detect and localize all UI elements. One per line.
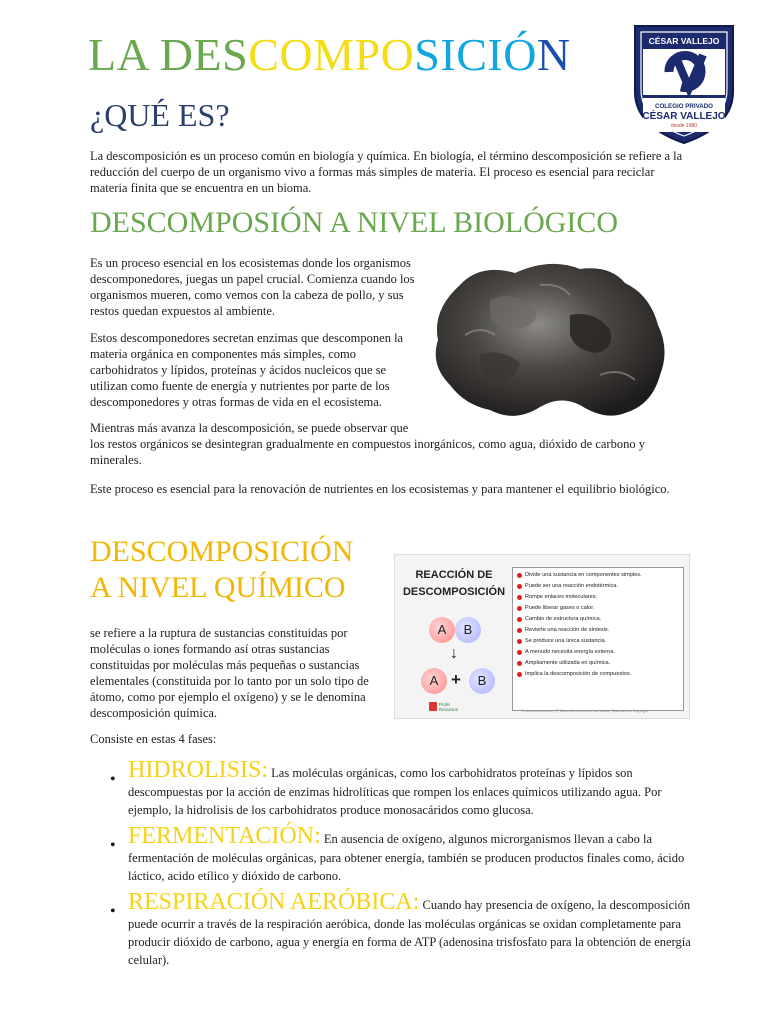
phase-item-fermentacion [128,823,703,885]
bio-paragraph-4: Este proceso es esencial para la renovación de nutrientes en los ecosistemas y para mantener el equilibrio biológico. [90,482,670,496]
plus-sign: + [451,670,461,689]
brand-line-1: Profe [439,702,450,707]
bio-paragraph-1: Es un proceso esencial en los ecosistemas donde los organismos descomponedores, juegas un papel crucial. Comienza cuando los organismos mueren, como vemos con la cabeza de pollo, y sus restos quedan expuestos al ambiente. [90,256,415,318]
diagram-title-line-1: REACCIÓN DE [415,569,493,581]
chem-heading [90,534,353,606]
bio-paragraph-3-line-1: Mientras más avanza la descomposición, se puede observar que [90,421,409,435]
properties-list [512,567,684,711]
molecule-a-top: A [429,617,455,643]
diagram-title [400,567,508,601]
molecule-b-bottom: B [469,668,495,694]
phase-term: HIDROLISIS: [128,757,269,783]
section-subtitle: ¿QUÉ ES? [90,97,230,133]
title-part-1: LA DES [88,29,249,80]
property-item: Puede ser una reacción endotérmica. [513,581,683,592]
decomposition-photo [420,255,674,425]
property-item: Rompe enlaces moleculares. [513,592,683,603]
property-item: A menudo necesita energía externa. [513,647,683,658]
property-item: Se produce una única sustancia. [513,636,683,647]
school-logo [629,22,739,146]
phase-item-respiracion [128,889,703,969]
phase-term: FERMENTACIÓN: [128,823,321,849]
brand-label [439,702,479,712]
chem-paragraph: se refiere a la ruptura de sustancias constituidas por moléculas o iones formando así otras sustancias constituidas por moléculas más pequeñas o sustancias elementales (constituida por lo tanto por un solo tipo de átomo, como por ejemplo el oxígeno) y se le denomina descomposición química. [90,626,369,720]
chem-heading-line-1: DESCOMPOSICIÓN [90,535,354,568]
bio-paragraph-3-rest: los restos orgánicos se desintegran gradualmente en compuestos inorgánicos, como agua, dióxido de carbono y minerales. [90,437,645,467]
phase-text: Las moléculas orgánicas, como los carbohidratos proteínas y lípidos son descompuestas por la acción de enzimas hidrolíticas que rompen los enlaces químicos utilizando agua. Por ejemplo, la hidrolisis de los carbohidratos produce monosacáridos como glucosa. [128,766,662,817]
phase-term: RESPIRACIÓN AERÓBICA: [128,889,420,915]
bio-paragraph-2: Estos descomponedores secretan enzimas que descomponen la materia orgánica en componentes más simples, como carbohidratos y lípidos, proteínas y ácidos nucleicos que se utilizan como fuente de energía y nutrientes por parte de los descomponedores y otras formas de vida en el ecosistema. [90,331,404,409]
logo-line-2: CÉSAR VALLEJO [642,111,726,122]
logo-top-text: CÉSAR VALLEJO [648,36,720,46]
property-item: Cambio de estructura química. [513,614,683,625]
property-item: Revierte una reacción de síntesis. [513,625,683,636]
phase-item-hidrolisis [128,757,703,819]
diagram-title-line-2: DESCOMPOSICIÓN [402,586,506,598]
phase-text: En ausencia de oxígeno, algunos microrganismos llevan a cabo la fermentación de moléculas orgánicas, para obtener energía, también se producen productos finales como, ácido láctico, acido etílico y dióxido de carbono. [128,832,685,883]
title-part-2: COMPO [248,29,415,80]
decomposition-reaction-diagram [394,554,690,719]
molecule-b-top: B [455,617,481,643]
chem-heading-line-2: A NIVEL QUÍMICO [90,571,346,604]
intro-paragraph: La descomposición es un proceso común en biología y química. En biología, el término descomposición se refiere a la reducción del cuerpo de un organismo vivo a formas más simples de materia. El proceso es esencial para reciclar materia finita que se encuentra en un bioma. [90,149,683,195]
property-item: Divide una sustancia en componentes simples. [513,570,683,581]
brand-logo-icon [429,702,437,711]
property-item: Ampliamente utilizada en química. [513,658,683,669]
page-title [88,28,571,82]
molecule-a-bottom: A [421,668,447,694]
phase-text: Cuando hay presencia de oxígeno, la descomposición puede ocurrir a través de la respiración aeróbica, donde las moléculas orgánicas se oxidan completamente para producir dióxido de carbono, agua y energía en forma de ATP (adenosina trisfosfato para la obtención de energía celular). [128,898,691,967]
title-part-4: N [536,29,571,80]
down-arrow-icon: ↓ [450,645,458,662]
logo-line-3: desde 1980 [670,123,698,129]
diagram-credit: Profesrecursos.com | © Todos los derechos reservados | Material con Copyright [521,709,649,713]
title-part-3: SICIÓ [414,29,537,80]
phases-list [110,757,703,973]
property-item: Puede liberar gases o calor. [513,603,683,614]
phases-intro: Consiste en estas 4 fases: [90,732,217,746]
brand-line-2: Recursos [439,707,459,712]
bio-heading: DESCOMPOSIÓN A NIVEL BIOLÓGICO [90,206,619,239]
property-item: Implica la descomposición de compuestos. [513,669,683,680]
logo-line-1: COLEGIO PRIVADO [655,103,713,110]
bio-paragraph-3 [90,420,690,468]
